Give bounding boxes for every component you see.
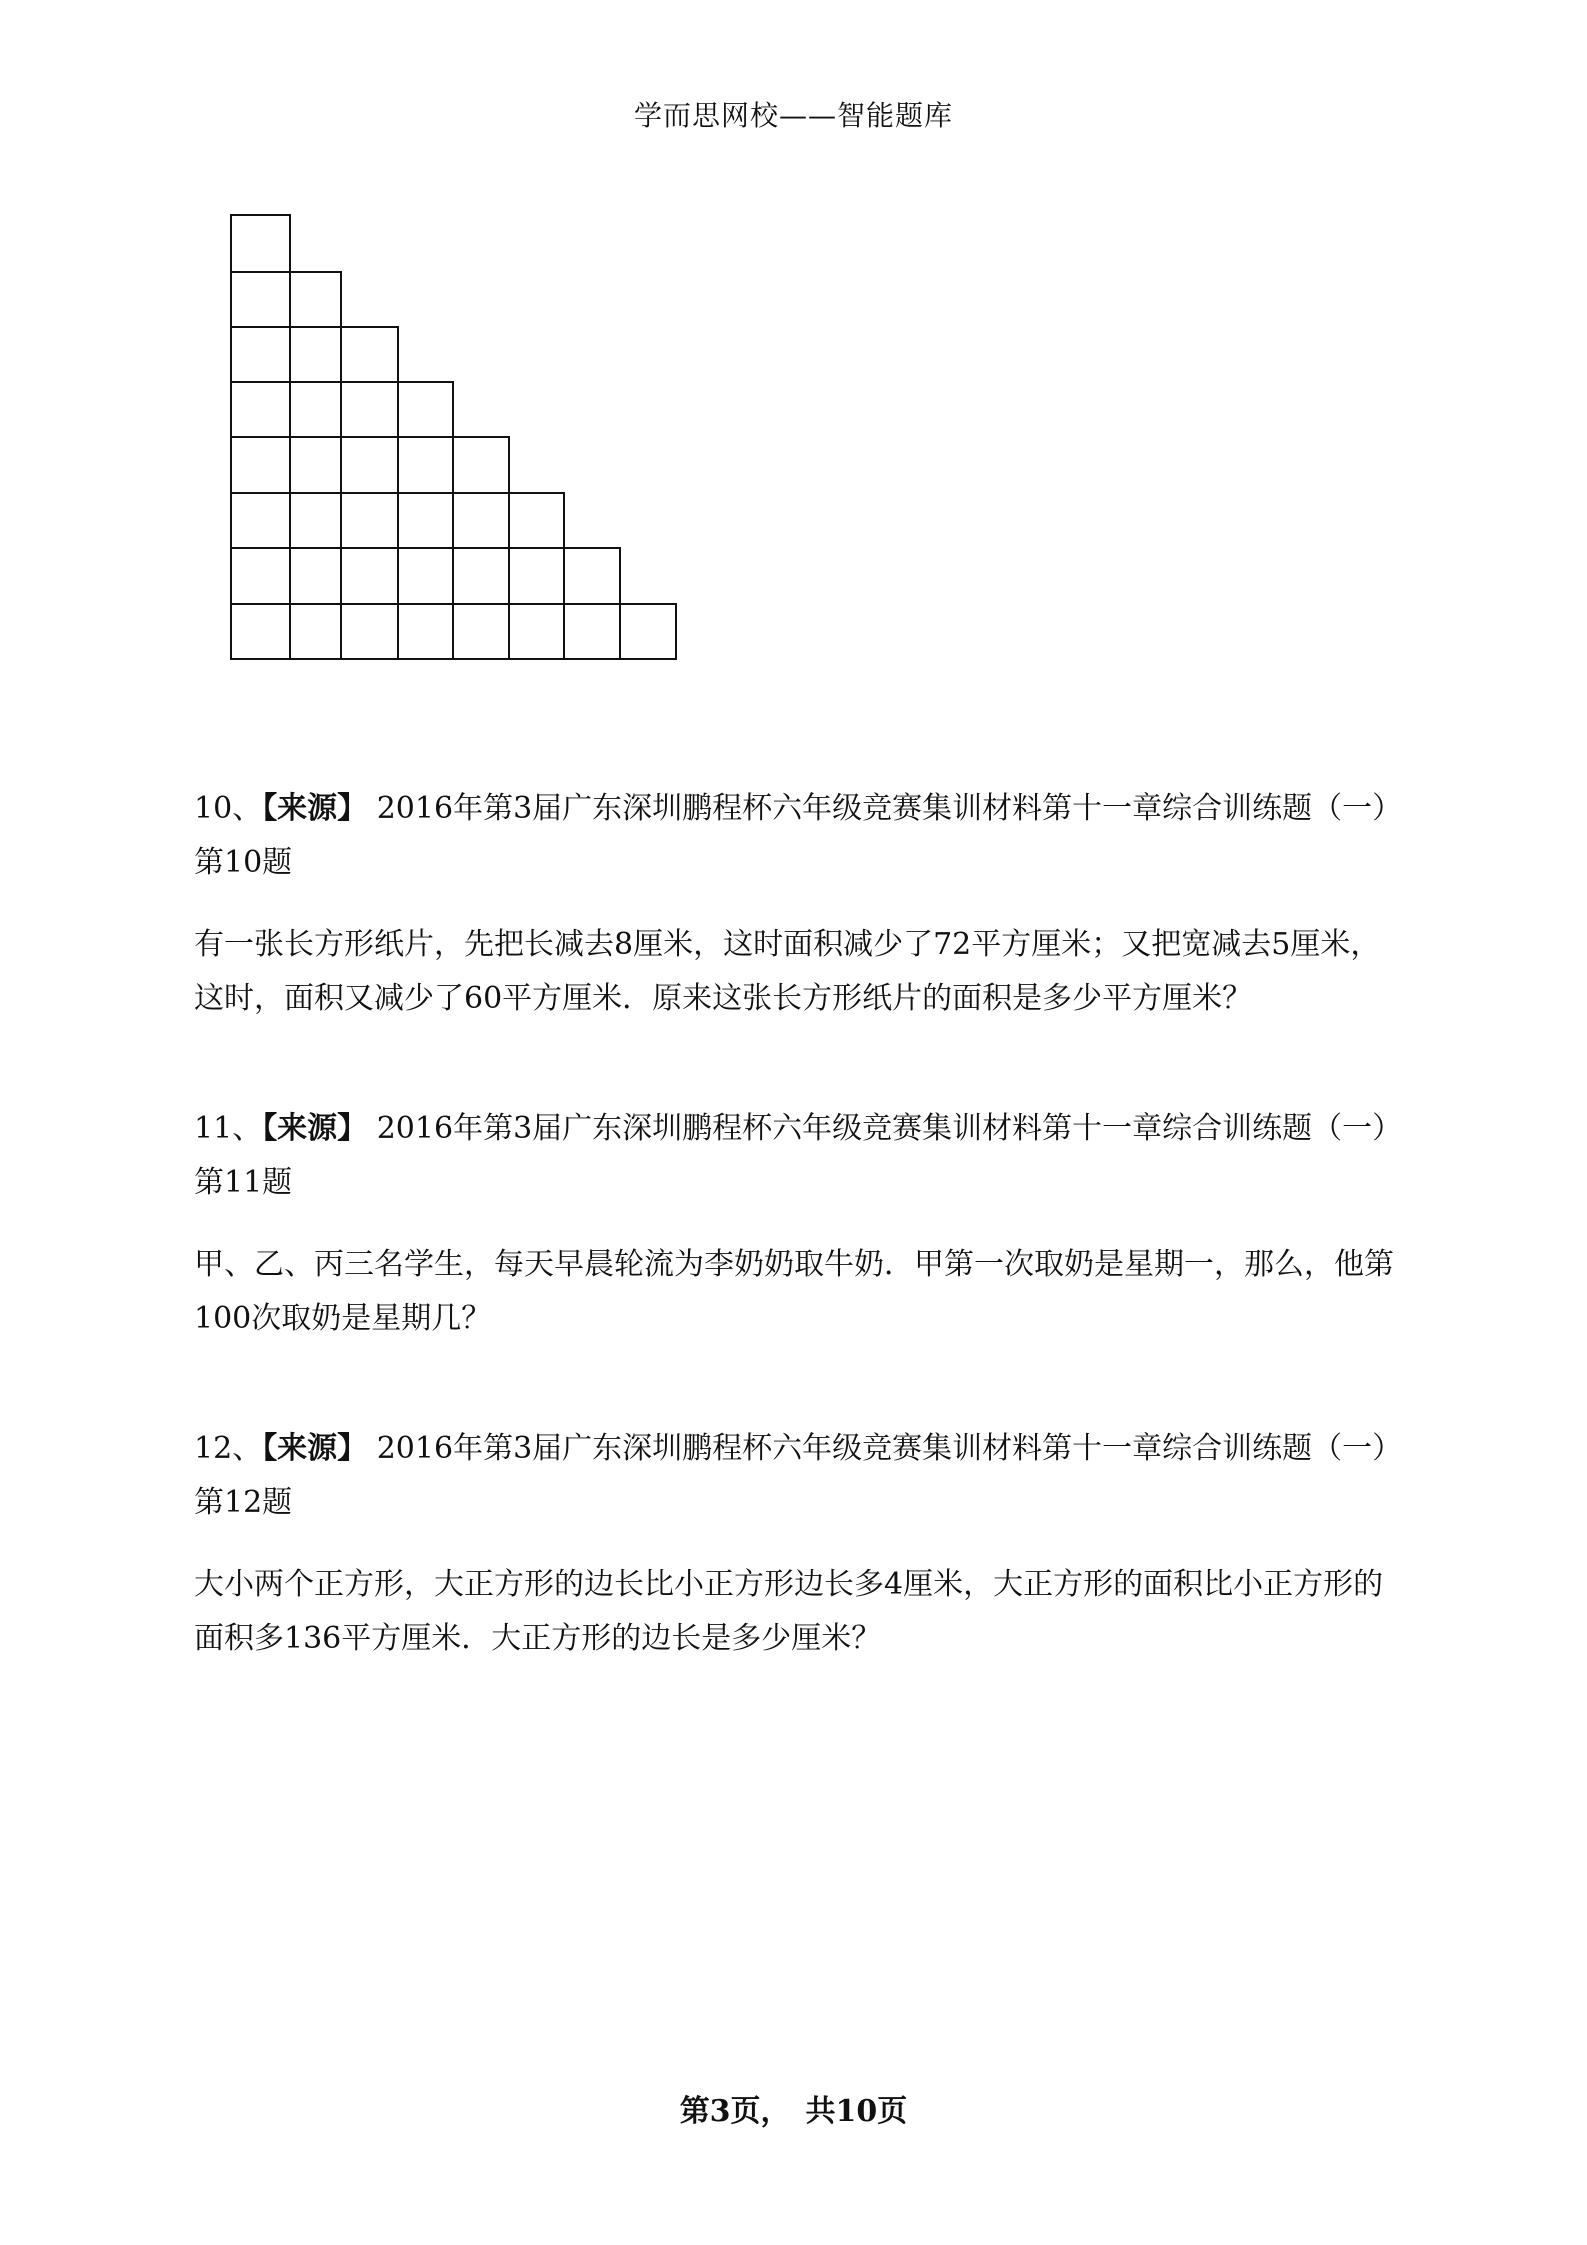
grid-cell — [231, 548, 290, 604]
question-12 — [194, 1422, 1404, 1666]
question-body: 甲、乙、丙三名学生，每天早晨轮流为李奶奶取牛奶．甲第一次取奶是星期一，那么，他第100次取奶是星期几？ — [194, 1247, 1394, 1336]
grid-cell — [341, 382, 398, 437]
grid-cell — [341, 493, 398, 548]
page-footer: 第3页， 共10页 — [679, 2094, 908, 2129]
question-number: 10、 — [194, 791, 263, 826]
question-source — [194, 782, 1404, 890]
grid-cell — [398, 382, 453, 437]
grid-cell — [398, 437, 453, 493]
question-source — [194, 1102, 1404, 1210]
question-10 — [194, 782, 1404, 1026]
grid-cell — [453, 548, 509, 604]
grid-cell — [453, 493, 509, 548]
grid-cell — [341, 437, 398, 493]
grid-cell — [398, 604, 453, 659]
grid-cell — [564, 548, 620, 604]
grid-cell — [398, 493, 453, 548]
grid-cell — [509, 548, 564, 604]
source-tag: 【来源】 — [262, 1111, 368, 1146]
grid-cell — [290, 382, 341, 437]
question-11 — [194, 1102, 1404, 1346]
grid-cell — [290, 327, 341, 382]
grid-cell — [231, 272, 290, 327]
grid-cell — [231, 437, 290, 493]
source-text: 2016年第3届广东深圳鹏程杯六年级竞赛集训材料第十一章综合训练题（一）第12题 — [194, 1431, 1403, 1520]
grid-cell — [231, 215, 290, 272]
grid-cell — [509, 493, 564, 548]
question-number: 11、 — [194, 1111, 263, 1146]
grid-cell — [231, 493, 290, 548]
grid-cell — [509, 604, 564, 659]
grid-cell — [290, 548, 341, 604]
question-body: 有一张长方形纸片，先把长减去8厘米，这时面积减少了72平方厘米；又把宽减去5厘米，这时，面积又减少了60平方厘米．原来这张长方形纸片的面积是多少平方厘米？ — [194, 927, 1381, 1016]
grid-cell — [290, 493, 341, 548]
page-header: 学而思网校——智能题库 — [633, 99, 953, 132]
grid-cell — [453, 604, 509, 659]
source-text: 2016年第3届广东深圳鹏程杯六年级竞赛集训材料第十一章综合训练题（一）第11题 — [194, 1111, 1403, 1200]
grid-cell — [290, 437, 341, 493]
staircase-grid-figure — [229, 213, 679, 663]
grid-cell — [341, 548, 398, 604]
source-tag: 【来源】 — [262, 791, 368, 826]
grid-cell — [564, 604, 620, 659]
source-text: 2016年第3届广东深圳鹏程杯六年级竞赛集训材料第十一章综合训练题（一）第10题 — [194, 791, 1403, 880]
grid-cell — [453, 437, 509, 493]
source-tag: 【来源】 — [262, 1431, 368, 1466]
question-source — [194, 1422, 1404, 1530]
grid-cell — [620, 604, 676, 659]
grid-cell — [398, 548, 453, 604]
grid-cell — [231, 327, 290, 382]
grid-cell — [290, 272, 341, 327]
question-body: 大小两个正方形，大正方形的边长比小正方形边长多4厘米，大正方形的面积比小正方形的面积多136平方厘米．大正方形的边长是多少厘米？ — [194, 1567, 1384, 1656]
question-number: 12、 — [194, 1431, 263, 1466]
grid-cell — [341, 604, 398, 659]
grid-cell — [231, 604, 290, 659]
grid-cell — [231, 382, 290, 437]
grid-cell — [290, 604, 341, 659]
grid-cell — [341, 327, 398, 382]
